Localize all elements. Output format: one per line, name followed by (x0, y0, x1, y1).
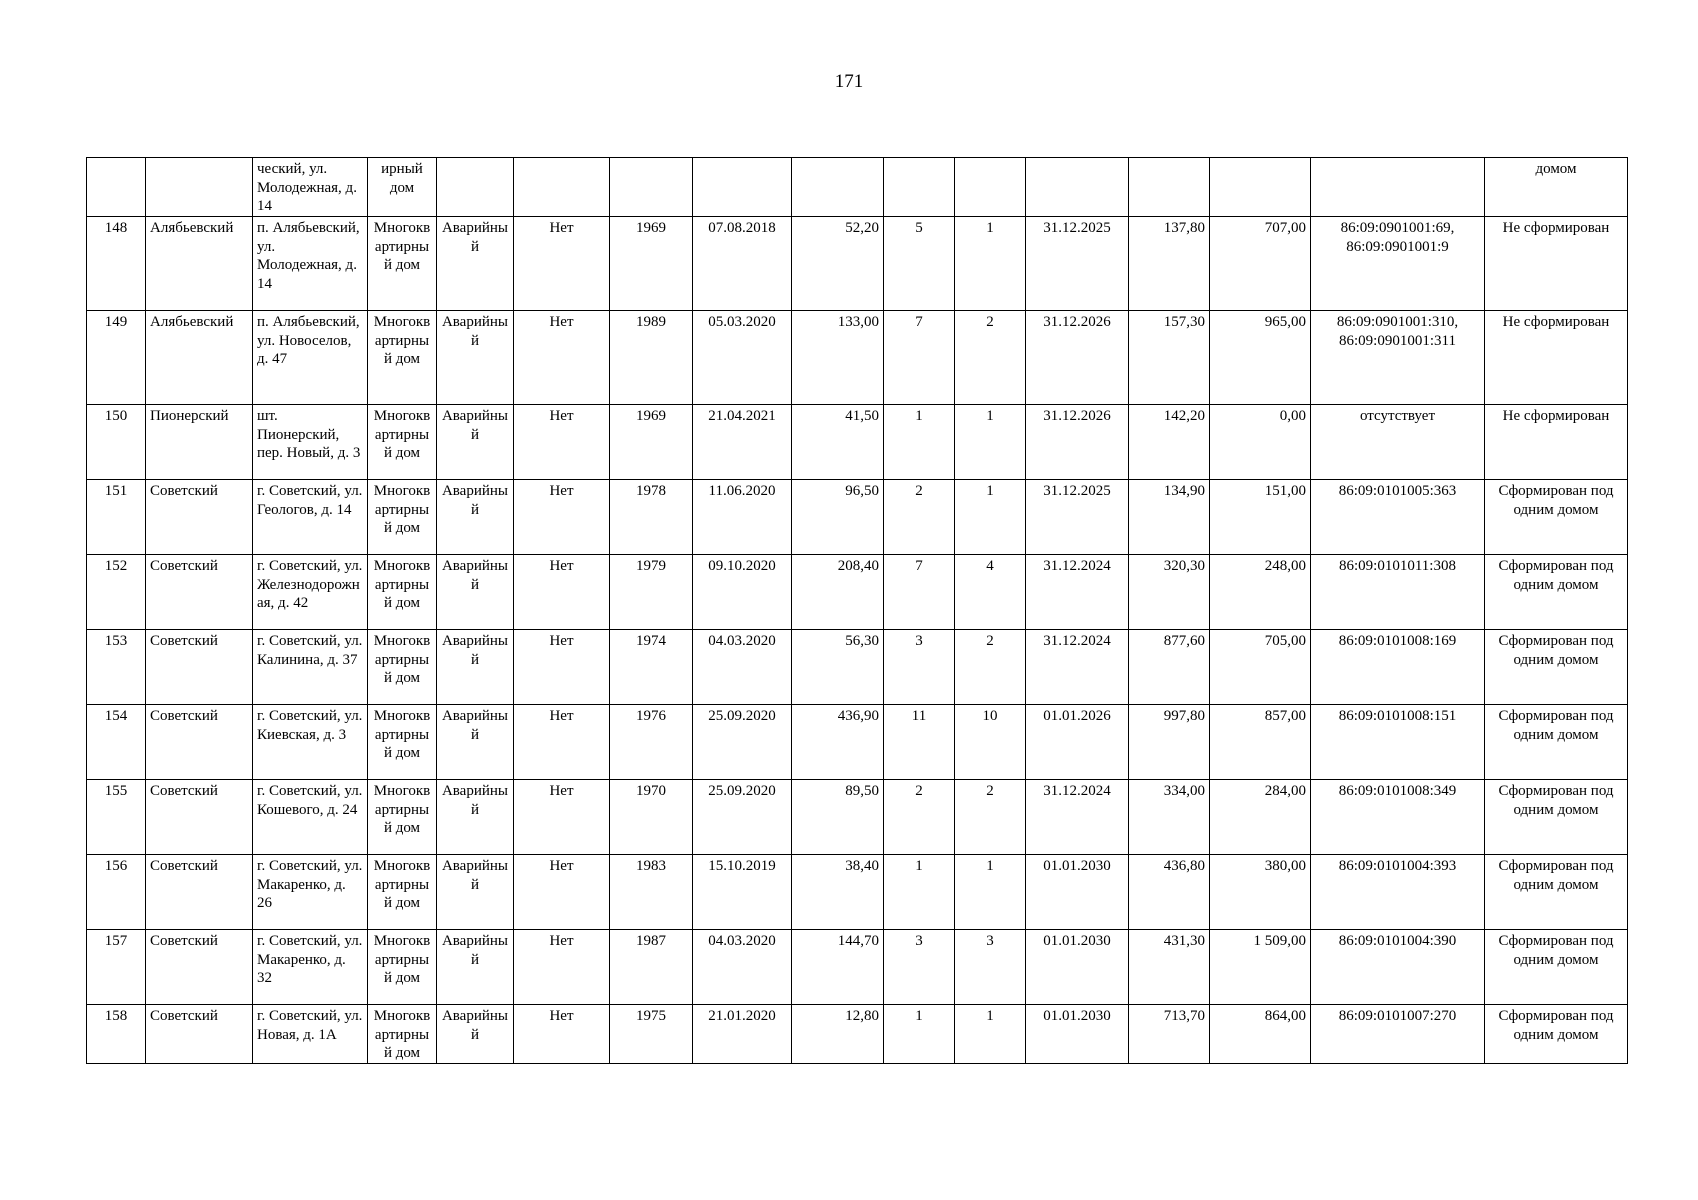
cell-residents: 1 (884, 1005, 955, 1064)
table-row (87, 630, 1628, 705)
cell-house-type: Многоквартирный дом (368, 311, 437, 405)
cell-date: 07.08.2018 (693, 217, 792, 311)
cell-municipality: Советский (146, 930, 253, 1005)
cell-address: г. Советский, ул. Кошевого, д. 24 (253, 780, 368, 855)
cell-scheme: Нет (514, 480, 610, 555)
cell-deadline: 31.12.2026 (1026, 405, 1129, 480)
cell-area: 41,50 (792, 405, 884, 480)
table-row (87, 555, 1628, 630)
cell-house-type: Многоквартирный дом (368, 780, 437, 855)
cell-scheme (514, 158, 610, 217)
cell-land-area (1210, 158, 1311, 217)
cell-municipality: Советский (146, 705, 253, 780)
table-body (87, 158, 1628, 1064)
cell-municipality: Пионерский (146, 405, 253, 480)
cell-area-total: 157,30 (1129, 311, 1210, 405)
cell-address: ческий, ул. Молодежная, д. 14 (253, 158, 368, 217)
table-row (87, 311, 1628, 405)
cell-address: г. Советский, ул. Макаренко, д. 32 (253, 930, 368, 1005)
cell-area: 38,40 (792, 855, 884, 930)
cell-house-type: Многоквартирный дом (368, 855, 437, 930)
cell-units: 2 (955, 780, 1026, 855)
cell-house-type: Многоквартирный дом (368, 555, 437, 630)
cell-deadline: 01.01.2030 (1026, 855, 1129, 930)
cell-number: 152 (87, 555, 146, 630)
cell-area-total (1129, 158, 1210, 217)
cell-condition: Аварийный (437, 217, 514, 311)
cell-year: 1969 (610, 405, 693, 480)
table-row (87, 780, 1628, 855)
cell-municipality: Советский (146, 780, 253, 855)
cell-house-type: Многоквартирный дом (368, 1005, 437, 1064)
cell-area: 96,50 (792, 480, 884, 555)
cell-area-total: 142,20 (1129, 405, 1210, 480)
cell-date: 04.03.2020 (693, 930, 792, 1005)
cell-house-type: Многоквартирный дом (368, 405, 437, 480)
cell-area-total: 320,30 (1129, 555, 1210, 630)
cell-date: 11.06.2020 (693, 480, 792, 555)
cell-land-area: 857,00 (1210, 705, 1311, 780)
cell-residents: 3 (884, 630, 955, 705)
cell-area-total: 334,00 (1129, 780, 1210, 855)
cell-address: г. Советский, ул. Киевская, д. 3 (253, 705, 368, 780)
cell-land-status: Сформирован под одним домом (1485, 480, 1628, 555)
cell-scheme: Нет (514, 311, 610, 405)
cell-condition: Аварийный (437, 780, 514, 855)
cell-area-total: 137,80 (1129, 217, 1210, 311)
table-row (87, 705, 1628, 780)
cell-date: 09.10.2020 (693, 555, 792, 630)
table-row (87, 1005, 1628, 1064)
cell-house-type: Многоквартирный дом (368, 217, 437, 311)
cell-year: 1983 (610, 855, 693, 930)
cell-number: 156 (87, 855, 146, 930)
cell-residents: 11 (884, 705, 955, 780)
cell-land-area: 284,00 (1210, 780, 1311, 855)
cell-municipality: Алябьевский (146, 217, 253, 311)
cell-land-status: Сформирован под одним домом (1485, 630, 1628, 705)
cell-condition: Аварийный (437, 705, 514, 780)
cell-cadastral-number: 86:09:0901001:310, 86:09:0901001:311 (1311, 311, 1485, 405)
cell-condition: Аварийный (437, 555, 514, 630)
cell-condition: Аварийный (437, 930, 514, 1005)
cell-number: 157 (87, 930, 146, 1005)
cell-house-type: Многоквартирный дом (368, 930, 437, 1005)
cell-municipality (146, 158, 253, 217)
cell-residents: 7 (884, 555, 955, 630)
cell-units: 1 (955, 217, 1026, 311)
cell-municipality: Советский (146, 555, 253, 630)
cell-deadline: 31.12.2025 (1026, 217, 1129, 311)
cell-area: 52,20 (792, 217, 884, 311)
cell-date: 04.03.2020 (693, 630, 792, 705)
cell-number: 151 (87, 480, 146, 555)
cell-land-area: 965,00 (1210, 311, 1311, 405)
cell-number: 150 (87, 405, 146, 480)
cell-year: 1975 (610, 1005, 693, 1064)
cell-cadastral-number (1311, 158, 1485, 217)
cell-date: 21.01.2020 (693, 1005, 792, 1064)
cell-cadastral-number: 86:09:0101011:308 (1311, 555, 1485, 630)
table-row (87, 158, 1628, 217)
cell-area: 208,40 (792, 555, 884, 630)
cell-address: г. Советский, ул. Железнодорожная, д. 42 (253, 555, 368, 630)
cell-area-total: 431,30 (1129, 930, 1210, 1005)
cell-land-area: 705,00 (1210, 630, 1311, 705)
cell-address: п. Алябьевский, ул. Новоселов, д. 47 (253, 311, 368, 405)
cell-year (610, 158, 693, 217)
cell-area: 436,90 (792, 705, 884, 780)
cell-residents: 3 (884, 930, 955, 1005)
cell-scheme: Нет (514, 217, 610, 311)
cell-land-status: Не сформирован (1485, 311, 1628, 405)
cell-deadline: 31.12.2024 (1026, 630, 1129, 705)
cell-deadline: 31.12.2024 (1026, 780, 1129, 855)
cell-residents: 2 (884, 780, 955, 855)
cell-number: 153 (87, 630, 146, 705)
cell-date: 25.09.2020 (693, 705, 792, 780)
cell-number (87, 158, 146, 217)
cell-scheme: Нет (514, 705, 610, 780)
cell-cadastral-number: 86:09:0101007:270 (1311, 1005, 1485, 1064)
cell-address: г. Советский, ул. Калинина, д. 37 (253, 630, 368, 705)
cell-residents: 2 (884, 480, 955, 555)
cell-house-type: ирный дом (368, 158, 437, 217)
cell-units: 3 (955, 930, 1026, 1005)
cell-land-area: 707,00 (1210, 217, 1311, 311)
cell-land-status: домом (1485, 158, 1628, 217)
cell-municipality: Советский (146, 1005, 253, 1064)
cell-land-area: 864,00 (1210, 1005, 1311, 1064)
cell-land-status: Сформирован под одним домом (1485, 930, 1628, 1005)
cell-area: 12,80 (792, 1005, 884, 1064)
cell-year: 1970 (610, 780, 693, 855)
cell-number: 148 (87, 217, 146, 311)
cell-municipality: Советский (146, 480, 253, 555)
cell-scheme: Нет (514, 555, 610, 630)
cell-land-area: 380,00 (1210, 855, 1311, 930)
cell-residents: 1 (884, 855, 955, 930)
cell-area-total: 436,80 (1129, 855, 1210, 930)
cell-number: 149 (87, 311, 146, 405)
cell-residents: 7 (884, 311, 955, 405)
cell-condition: Аварийный (437, 855, 514, 930)
cell-land-status: Не сформирован (1485, 217, 1628, 311)
cell-address: г. Советский, ул. Макаренко, д. 26 (253, 855, 368, 930)
cell-land-status: Сформирован под одним домом (1485, 855, 1628, 930)
cell-deadline: 01.01.2030 (1026, 930, 1129, 1005)
cell-units: 1 (955, 405, 1026, 480)
cell-deadline: 31.12.2024 (1026, 555, 1129, 630)
cell-year: 1987 (610, 930, 693, 1005)
cell-area-total: 997,80 (1129, 705, 1210, 780)
cell-area-total: 877,60 (1129, 630, 1210, 705)
cell-land-area: 151,00 (1210, 480, 1311, 555)
cell-house-type: Многоквартирный дом (368, 705, 437, 780)
cell-deadline (1026, 158, 1129, 217)
cell-municipality: Советский (146, 630, 253, 705)
cell-residents: 5 (884, 217, 955, 311)
cell-cadastral-number: 86:09:0101008:169 (1311, 630, 1485, 705)
cell-cadastral-number: 86:09:0101005:363 (1311, 480, 1485, 555)
cell-year: 1989 (610, 311, 693, 405)
cell-area (792, 158, 884, 217)
cell-year: 1979 (610, 555, 693, 630)
cell-area: 133,00 (792, 311, 884, 405)
cell-land-area: 1 509,00 (1210, 930, 1311, 1005)
table-row (87, 405, 1628, 480)
cell-land-area: 0,00 (1210, 405, 1311, 480)
cell-cadastral-number: отсутствует (1311, 405, 1485, 480)
cell-address: шт. Пионерский, пер. Новый, д. 3 (253, 405, 368, 480)
cell-area: 144,70 (792, 930, 884, 1005)
cell-land-status: Сформирован под одним домом (1485, 705, 1628, 780)
cell-area-total: 134,90 (1129, 480, 1210, 555)
cell-house-type: Многоквартирный дом (368, 630, 437, 705)
cell-date (693, 158, 792, 217)
cell-area: 89,50 (792, 780, 884, 855)
cell-address: г. Советский, ул. Новая, д. 1А (253, 1005, 368, 1064)
cell-date: 25.09.2020 (693, 780, 792, 855)
cell-scheme: Нет (514, 1005, 610, 1064)
cell-house-type: Многоквартирный дом (368, 480, 437, 555)
cell-land-status: Сформирован под одним домом (1485, 555, 1628, 630)
cell-deadline: 31.12.2026 (1026, 311, 1129, 405)
cell-year: 1976 (610, 705, 693, 780)
cell-scheme: Нет (514, 405, 610, 480)
cell-municipality: Советский (146, 855, 253, 930)
cell-year: 1978 (610, 480, 693, 555)
table-row (87, 480, 1628, 555)
cell-date: 21.04.2021 (693, 405, 792, 480)
cell-condition: Аварийный (437, 311, 514, 405)
cell-cadastral-number: 86:09:0101008:349 (1311, 780, 1485, 855)
cell-land-area: 248,00 (1210, 555, 1311, 630)
cell-scheme: Нет (514, 780, 610, 855)
table-row (87, 930, 1628, 1005)
cell-address: п. Алябьевский, ул. Молодежная, д. 14 (253, 217, 368, 311)
cell-land-status: Не сформирован (1485, 405, 1628, 480)
cell-area-total: 713,70 (1129, 1005, 1210, 1064)
cell-cadastral-number: 86:09:0101008:151 (1311, 705, 1485, 780)
page-number: 171 (834, 71, 864, 92)
cell-units: 1 (955, 1005, 1026, 1064)
cell-scheme: Нет (514, 930, 610, 1005)
cell-units: 2 (955, 311, 1026, 405)
cell-land-status: Сформирован под одним домом (1485, 1005, 1628, 1064)
cell-units: 1 (955, 480, 1026, 555)
cell-number: 158 (87, 1005, 146, 1064)
housing-registry-table (86, 157, 1628, 1064)
cell-residents: 1 (884, 405, 955, 480)
cell-year: 1969 (610, 217, 693, 311)
cell-units (955, 158, 1026, 217)
cell-condition: Аварийный (437, 480, 514, 555)
cell-address: г. Советский, ул. Геологов, д. 14 (253, 480, 368, 555)
table-row (87, 217, 1628, 311)
cell-number: 155 (87, 780, 146, 855)
cell-date: 15.10.2019 (693, 855, 792, 930)
cell-area: 56,30 (792, 630, 884, 705)
cell-cadastral-number: 86:09:0101004:393 (1311, 855, 1485, 930)
table-row (87, 855, 1628, 930)
cell-units: 10 (955, 705, 1026, 780)
cell-cadastral-number: 86:09:0901001:69, 86:09:0901001:9 (1311, 217, 1485, 311)
cell-condition: Аварийный (437, 1005, 514, 1064)
cell-deadline: 01.01.2030 (1026, 1005, 1129, 1064)
cell-residents (884, 158, 955, 217)
cell-cadastral-number: 86:09:0101004:390 (1311, 930, 1485, 1005)
cell-deadline: 01.01.2026 (1026, 705, 1129, 780)
cell-units: 1 (955, 855, 1026, 930)
cell-condition: Аварийный (437, 405, 514, 480)
cell-year: 1974 (610, 630, 693, 705)
cell-scheme: Нет (514, 855, 610, 930)
cell-condition (437, 158, 514, 217)
cell-units: 4 (955, 555, 1026, 630)
cell-land-status: Сформирован под одним домом (1485, 780, 1628, 855)
cell-date: 05.03.2020 (693, 311, 792, 405)
cell-municipality: Алябьевский (146, 311, 253, 405)
cell-units: 2 (955, 630, 1026, 705)
cell-deadline: 31.12.2025 (1026, 480, 1129, 555)
cell-number: 154 (87, 705, 146, 780)
cell-condition: Аварийный (437, 630, 514, 705)
cell-scheme: Нет (514, 630, 610, 705)
